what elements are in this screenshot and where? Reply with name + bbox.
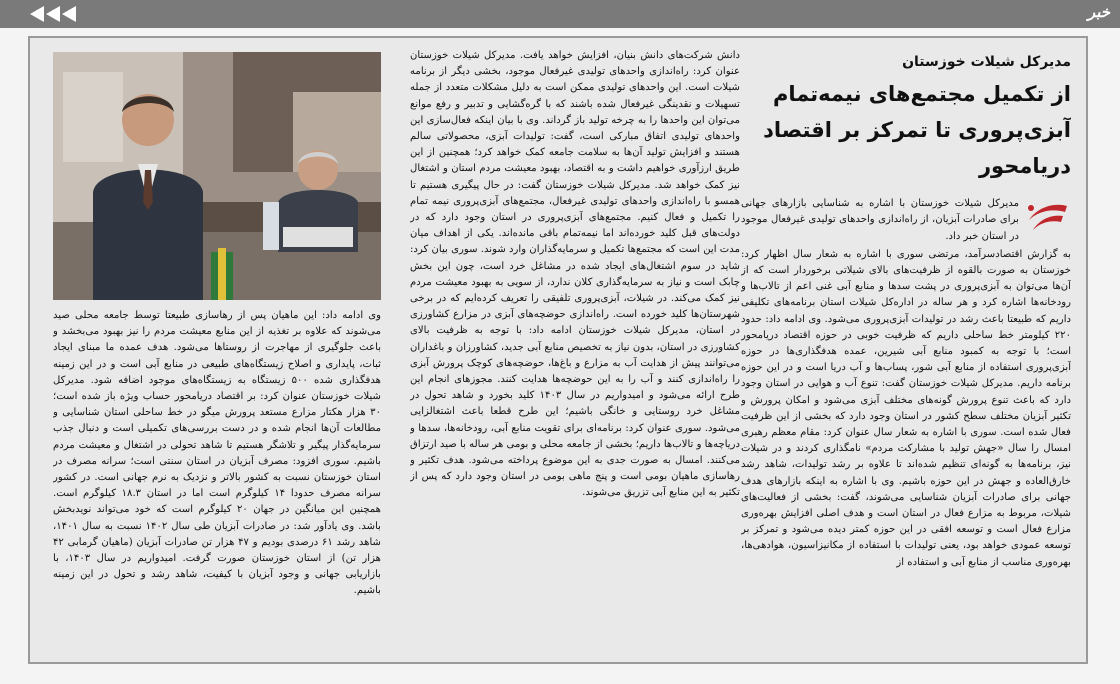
article-body-right: به گزارش اقتصادسرآمد، مرتضی سوری با اشاره به شعار سال اظهار کرد: خوزستان به صورت بالقوه از ظرفیت‌های بالای شیلاتی برخوردار است که از آن‌ها می‌توان به آبزی‌پروری در پشت سدها و منابع آبی غنی اعم از تالاب‌ها و رودخانه‌ها اشاره کرد و هر ساله در اداره‌کل شیلات استان برنامه‌های تکلیفی داریم که طبیعتا باعث رشد در تولیدات آبزی‌پروری می‌شود. وی ادامه داد: حدود ۲۲۰ کیلومتر خط ساحلی داریم که ظرفیت خوبی در حوزه اقتصاد دریامحور است؛ با توجه به کمبود منابع آبی شیرین، عمده هدفگذاری‌ها در حوزه آبزی‌پروری استفاده از منابع آبی شور، پساب‌ها و آب دریا است و در این حوزه برنامه داریم. مدیرکل شیلات خوزستان گفت: تنوع آب و هوایی در استان وجود دارد که باعث تنوع پرورش گونه‌های مختلف آبزی می‌شود و امکان پرورش و تکثیر آبزیان مختلف سطح کشور در استان وجود دارد که بخشی از این ظرفیت فعال شده است. سوری با اشاره به شعار سال عنوان کرد: مقام معظم رهبری امسال را سال «جهش تولید با مشارکت مردم» نامگذاری کردند و در شیلات نیز، برنامه‌ها به گونه‌ای تنظیم شده‌اند تا علاوه بر رشد تولیدات، شاهد رشد خارق‌العاده و جهش در این حوزه باشیم. وی با اشاره به اینکه بازارهای هدف جهانی برای صادرات آبزیان شناسایی می‌شوند، گفت: بخشی از فعالیت‌های شیلات، مربوط به مزارع فعال در استان است و هدف اصلی افزایش بهره‌وری مزارع فعال است و توسعه افقی در این حوزه کمتر دیده می‌شود و تمرکز بر توسعه عمودی خواهد بود، یعنی تولیدات با استفاده از مکانیزاسیون، هوادهی‌ها، بهره‌وری مناسب از منابع آبی و استفاده از: [741, 248, 1071, 568]
article-column-middle: [410, 48, 740, 653]
article-headline: از تکمیل مجتمع‌های نیمه‌تمام آبزی‌پروری تا تمرکز بر اقتصاد دریامحور: [763, 82, 1071, 179]
article-lead-block: [741, 196, 1071, 245]
arrows-icon: [30, 6, 90, 24]
newspaper-logo-icon: [1023, 200, 1071, 234]
article-body-middle: دانش شرکت‌های دانش بنیان، افزایش خواهد یافت. مدیرکل شیلات خوزستان عنوان کرد: راه‌اندازی واحدهای تولیدی غیرفعال موجود، بخشی دیگر از برنامه شیلات است. این واحدهای تولیدی ممکن است به دلیل مشکلات متعدد از جمله تسهیلات و نقدینگی غیرفعال شده باشند که با گره‌گشایی و تدبیر و رفع موانع می‌توان این واحدها را به چرخه تولید باز گرداند. وی با بیان اینکه فعال‌سازی این واحدهای تولیدی اتفاق مبارکی است، گفت: تولیدات آبزی، محصولاتی سالم هستند و افزایش تولید آن‌ها به سلامت جامعه کمک خواهد کرد؛ همچنین از این طریق ارزآوری خواهیم داشت و به اقتصاد، بهبود معیشت مردم استان و اشتغال نیز کمک خواهد شد. مدیرکل شیلات خوزستان گفت: در حال پیگیری هستیم تا همسو با راه‌اندازی واحدهای تولیدی غیرفعال، مجتمع‌های آبزی‌پروری نیمه تمام را تکمیل و فعال کنیم. مجتمع‌های آبزی‌پروری در استان وجود دارد که در دولت‌های قبل کلید خورده‌اند اما نیمه‌تمام باقی مانده‌اند. یکی از اهداف میان مدت این است که مجتمع‌ها تکمیل و سرمایه‌گذاران وارد شوند. سوری بیان کرد: شاید در سوم اشتغال‌های ایجاد شده در مشاغل خرد است، چون این بخش چابک است و نیاز به سرمایه‌گذاری کلان ندارد، از سویی به بهبود معیشت مردم نیز کمک می‌کند. در شیلات، آبزی‌پروری تلفیقی را تعریف کرده‌ایم که در برخی شهرستان‌ها کلید خورده است. راه‌اندازی حوضچه‌های آبزی در مزارع کشاورزی در استان، مدیرکل شیلات خوزستان ادامه داد: با توجه به ظرفیت بالای کشاورزی در استان، بدون نیاز به تخصیص منابع آبی جدید، کشاورزان و باغداران می‌توانند پیش از هدایت آب به مزارع و باغ‌ها، حوضچه‌های کوچک پرورش آبزی را راه‌اندازی کنند و آب را به این حوضچه‌ها هدایت کنند. مجوزهای انجام این طرح ارائه می‌شود و امیدواریم در سال ۱۴۰۳ کلید بخورد و شاهد تحول در مشاغل خرد روستایی و خانگی باشیم؛ این طرح قطعا باعث اشتغالزایی می‌شود. سوری عنوان کرد: برنامه‌ای برای تقویت منابع آبی، رودخانه‌ها، سدها و دریاچه‌ها و تالاب‌ها داریم؛ بخشی از جامعه محلی و بومی هر ساله با صید ارتزاق می‌کنند. امسال به صورت جدی به این موضوع پرداخته می‌شود. هدف تکثیر و رهاسازی ماهیان بومی است و پنج ماهی بومی در استان وجود دارد که پس از تکثیر به این منابع آبی تزریق می‌شوند.: [410, 50, 740, 499]
article-lead: مدیرکل شیلات خوزستان با اشاره به شناسایی بازارهای جهانی برای صادرات آبزیان، از راه‌اندازی واحدهای تولیدی غیرفعال موجود در استان خبر داد.: [741, 198, 1019, 242]
article-column-right: [741, 48, 1071, 653]
meeting-photo-illustration: [53, 52, 381, 300]
article-column-left: [53, 308, 381, 653]
section-label: خبر: [1087, 3, 1110, 21]
article-body-left: وی ادامه داد: این ماهیان پس از رهاسازی طبیعتا توسط جامعه محلی صید می‌شوند که علاوه بر تغذیه از این منابع معیشت مردم را نیز بهبود می‌بخشد و باعث جلوگیری از مهاجرت از روستاها می‌شود. هدف عمده ما مبنای ایجاد ثبات، پایداری و اصلاح زیستگاه‌های طبیعی در منابع آبی است و در این زمینه هدفگذاری شده ۵۰۰ زیستگاه به زیستگاه‌های موجود اضافه شود. مدیرکل شیلات خوزستان عنوان کرد: بر اقتصاد دریامحور حساب ویژه باز شده است؛ ۳۰ هزار هکتار مزارع مستعد پرورش میگو در خط ساحلی استان شناسایی و مطالعات آن‌ها انجام شده و در دست بررسی‌های تکمیلی است و دنبال جذب سرمایه‌گذار پیگیر و تلاشگر هستیم تا شاهد تحولی در اشتغال و معیشت مردم باشیم. سوری افزود: مصرف آبزیان در استان سنتی است؛ سرانه مصرف در استان خوزستان نسبت به کشور بالاتر و نزدیک به نرم جهانی است. در کشور سرانه مصرف حدودا ۱۴ کیلوگرم است اما در استان ۱۸.۳ کیلوگرم است. همچنین این میانگین در جهان ۲۰ کیلوگرم است که خود می‌تواند نویدبخش باشد. وی یادآور شد: در صادرات آبزیان طی سال ۱۴۰۲ نسبت به سال ۱۴۰۱، شاهد رشد ۶۱ درصدی بودیم و ۴۷ هزار تن صادرات آبزیان (ماهیان گرمابی ۴۲ هزار تن) از استان خوزستان صورت گرفت. امیدواریم در سال ۱۴۰۳، با بازاریابی جهانی و وجود آبزیان با کیفیت، شاهد رشد و تحول در این زمینه باشیم.: [53, 310, 381, 597]
article-photo: [53, 52, 381, 300]
article-kicker: مدیرکل شیلات خوزستان: [902, 54, 1071, 70]
top-bar: [0, 0, 1120, 28]
article-page: [28, 36, 1088, 664]
